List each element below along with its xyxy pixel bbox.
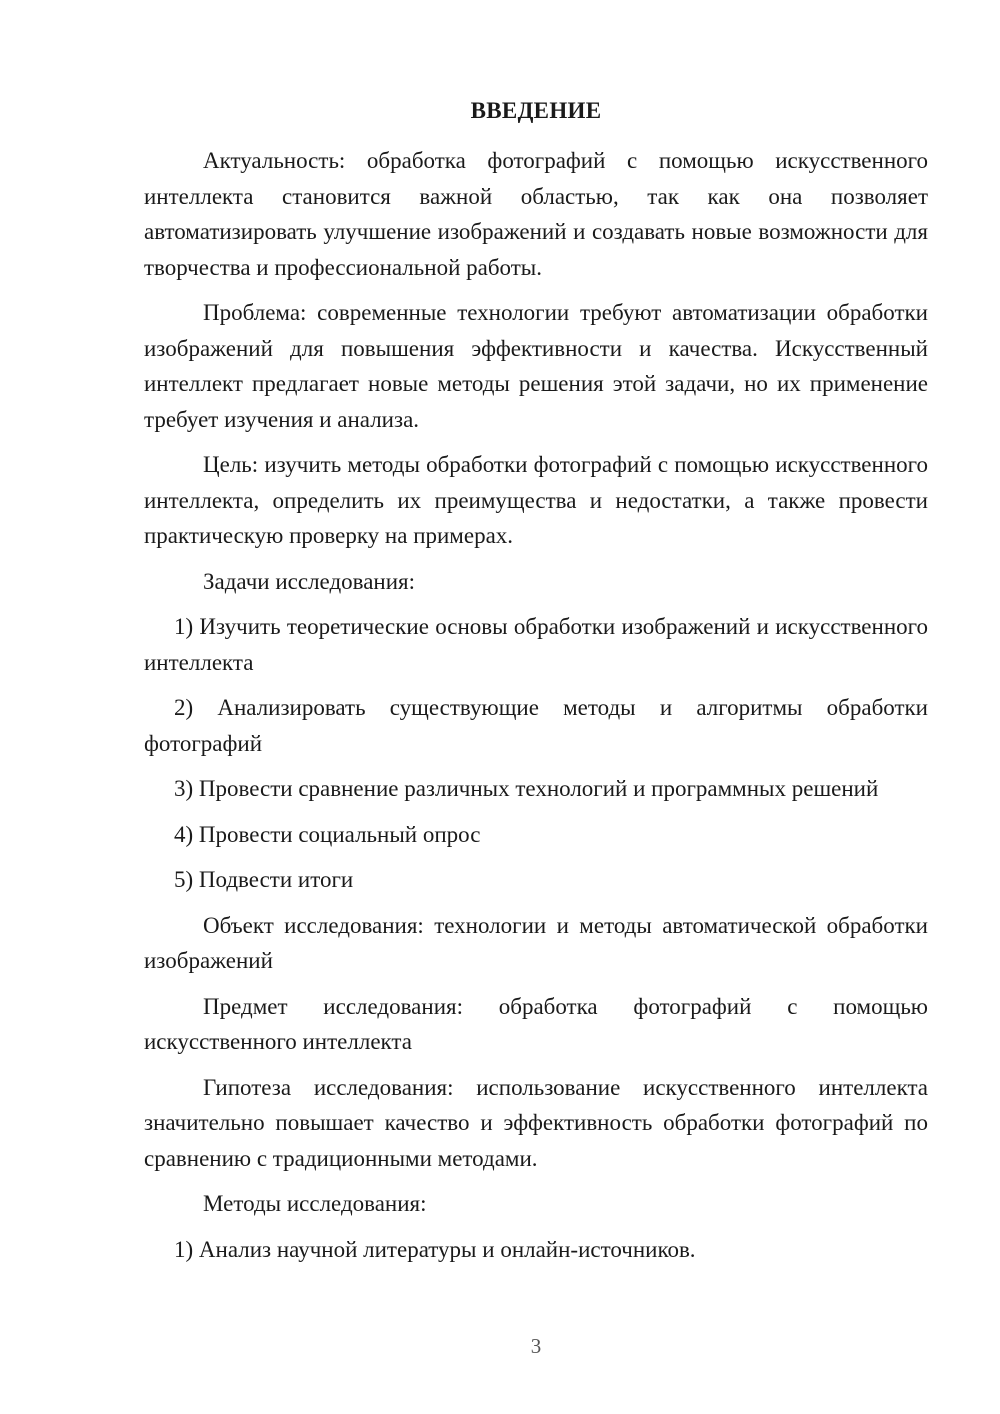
paragraph-subject: Предмет исследования: обработка фотографий с помощью искусственного интеллекта (144, 993, 928, 1054)
paragraph-tasks-heading: Задачи исследования: (203, 568, 416, 594)
list-item-task-1: 1) Изучить теоретические основы обработки изображений и искусственного интеллекта (144, 614, 928, 675)
page-title: ВВЕДЕНИЕ (470, 98, 602, 123)
paragraph-goal: Цель: изучить методы обработки фотографий с помощью искусственного интеллекта, определить их преимущества и недостатки, а также провести практическую проверку на примерах. (144, 452, 928, 548)
paragraph-problem: Проблема: современные технологии требуют автоматизации обработки изображений для повышения эффективности и качества. Искусственный интеллект предлагает новые методы решения этой задачи, но их применение требует изучения и анализа. (144, 300, 928, 432)
document-body (144, 143, 928, 1277)
paragraph-object: Объект исследования: технологии и методы автоматической обработки изображений (144, 912, 928, 973)
list-item-task-3: 3) Провести сравнение различных технологий и программных решений (174, 776, 879, 801)
list-item-method-1: 1) Анализ научной литературы и онлайн-источников. (174, 1236, 696, 1262)
paragraph-relevance: Актуальность: обработка фотографий с помощью искусственного интеллекта становится важной областью, так как она позволяет автоматизировать улучшение изображений и создавать новые возможности для творчества и профессиональной работы. (144, 148, 928, 280)
document-page (144, 0, 928, 1414)
paragraph-hypothesis: Гипотеза исследования: использование искусственного интеллекта значительно повышает качество и эффективность обработки фотографий по сравнению с традиционными методами. (144, 1074, 928, 1171)
list-item-task-2: 2) Анализировать существующие методы и алгоритмы обработки фотографий (144, 695, 928, 756)
list-item-task-5: 5) Подвести итоги (174, 867, 354, 892)
paragraph-methods-heading: Методы исследования: (203, 1191, 427, 1216)
page-number: 3 (530, 1334, 542, 1358)
list-item-task-4: 4) Провести социальный опрос (174, 821, 481, 847)
